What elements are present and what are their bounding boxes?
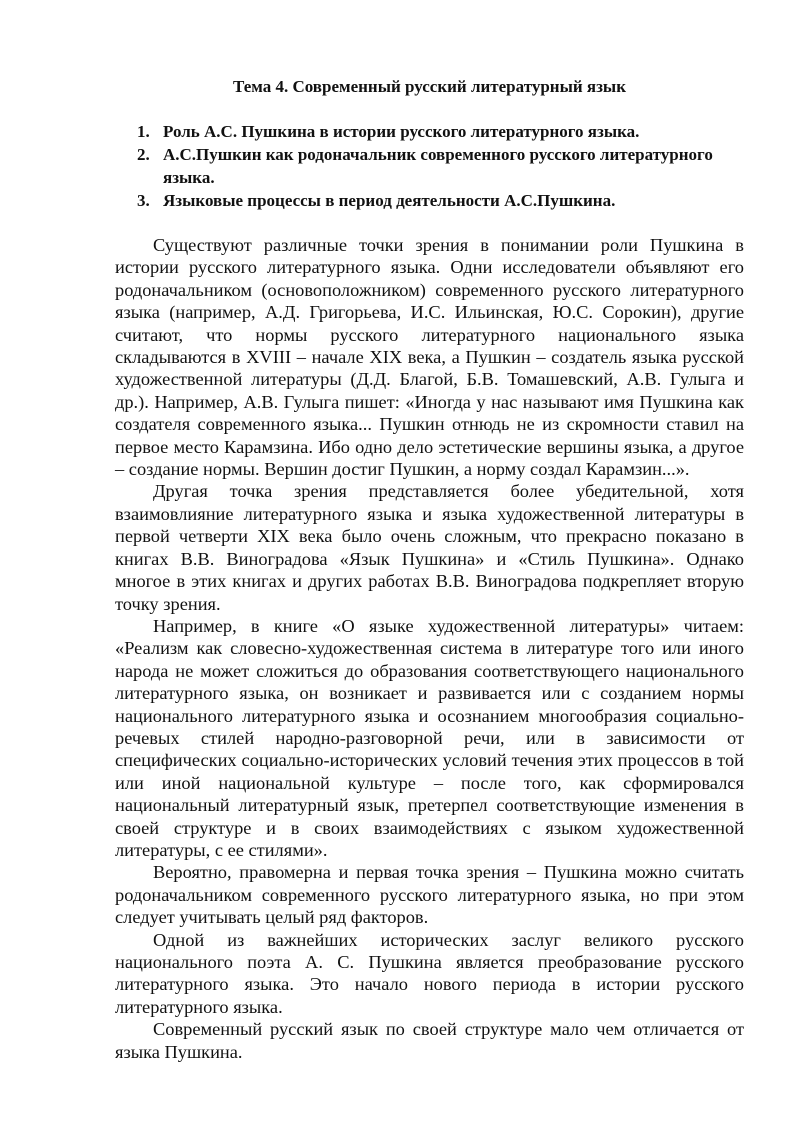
outline-item — [115, 189, 744, 212]
outline-number: 1. — [137, 122, 150, 141]
document-title: Тема 4. Современный русский литературный язык — [233, 77, 626, 96]
outline-item — [115, 120, 744, 143]
topic-outline — [115, 120, 744, 212]
document-page — [115, 70, 744, 1063]
body-paragraph: Другая точка зрения представляется более убедительной, хотя взаимовлияние литературного языка и языка художественной литературы в первой четверти XIX века было очень сложным, что прекрасно показано в книгах В.В. Виноградова «Язык Пушкина» и «Стиль Пушкина». Однако многое в этих книгах и других работах В.В. Виноградова подкрепляет вторую точку зрения. — [115, 481, 744, 614]
body-paragraph: Одной из важнейших исторических заслуг великого русского национального поэта А. С. Пушкина является преобразование русского литературного языка. Это начало нового периода в истории русского литературного языка. — [115, 929, 744, 1017]
body-paragraph: Например, в книге «О языке художественной литературы» читаем: «Реализм как словесно-художественная система в литературе того или иного народа не может сложиться до образования соответствующего национального литературного языка, он возникает и развивается или с созданием нормы национального литературного языка и осознанием многообразия социально-речевых стилей народно-разговорной речи, или в зависимости от специфических социально-исторических условий течения этих процессов в той или иной национальной культуре – после того, как сформировался национальный литературный язык, претерпел соответствующие изменения в своей структуре и в своих взаимодействиях с языком художественной литературы, с ее стилями». — [115, 615, 744, 860]
body-paragraph: Вероятно, правомерна и первая точка зрения – Пушкина можно считать родоначальником современного русского литературного языка, но при этом следует учитывать целый ряд факторов. — [115, 862, 744, 928]
outline-number: 3. — [137, 191, 150, 210]
outline-item — [115, 143, 744, 189]
body-paragraph: Современный русский язык по своей структуре мало чем отличается от языка Пушкина. — [115, 1019, 744, 1062]
outline-text: А.С.Пушкин как родоначальник современного русского литературного языка. — [163, 145, 713, 187]
outline-text: Роль А.С. Пушкина в истории русского литературного языка. — [163, 122, 640, 141]
outline-text: Языковые процессы в период деятельности А.С.Пушкина. — [163, 191, 616, 210]
document-body — [115, 234, 744, 1063]
outline-number: 2. — [137, 145, 150, 164]
body-paragraph: Существуют различные точки зрения в понимании роли Пушкина в истории русского литературного языка. Одни исследователи объявляют его родоначальником (основоположником) современного русского литературного языка (например, А.Д. Григорьева, И.С. Ильинская, Ю.С. Сорокин), другие считают, что нормы русского литературного национального языка складываются в XVIII – начале XIX века, а Пушкин – создатель языка русской художественной литературы (Д.Д. Благой, Б.В. Томашевский, А.В. Гулыга и др.). Например, А.В. Гулыга пишет: «Иногда у нас называют имя Пушкина как создателя современного языка... Пушкин отнюдь не из скромности ставил на первое место Карамзина. Ибо одно дело эстетические вершины языка, а другое – создание нормы. Вершин достиг Пушкин, а норму создал Карамзин...». — [115, 235, 744, 480]
